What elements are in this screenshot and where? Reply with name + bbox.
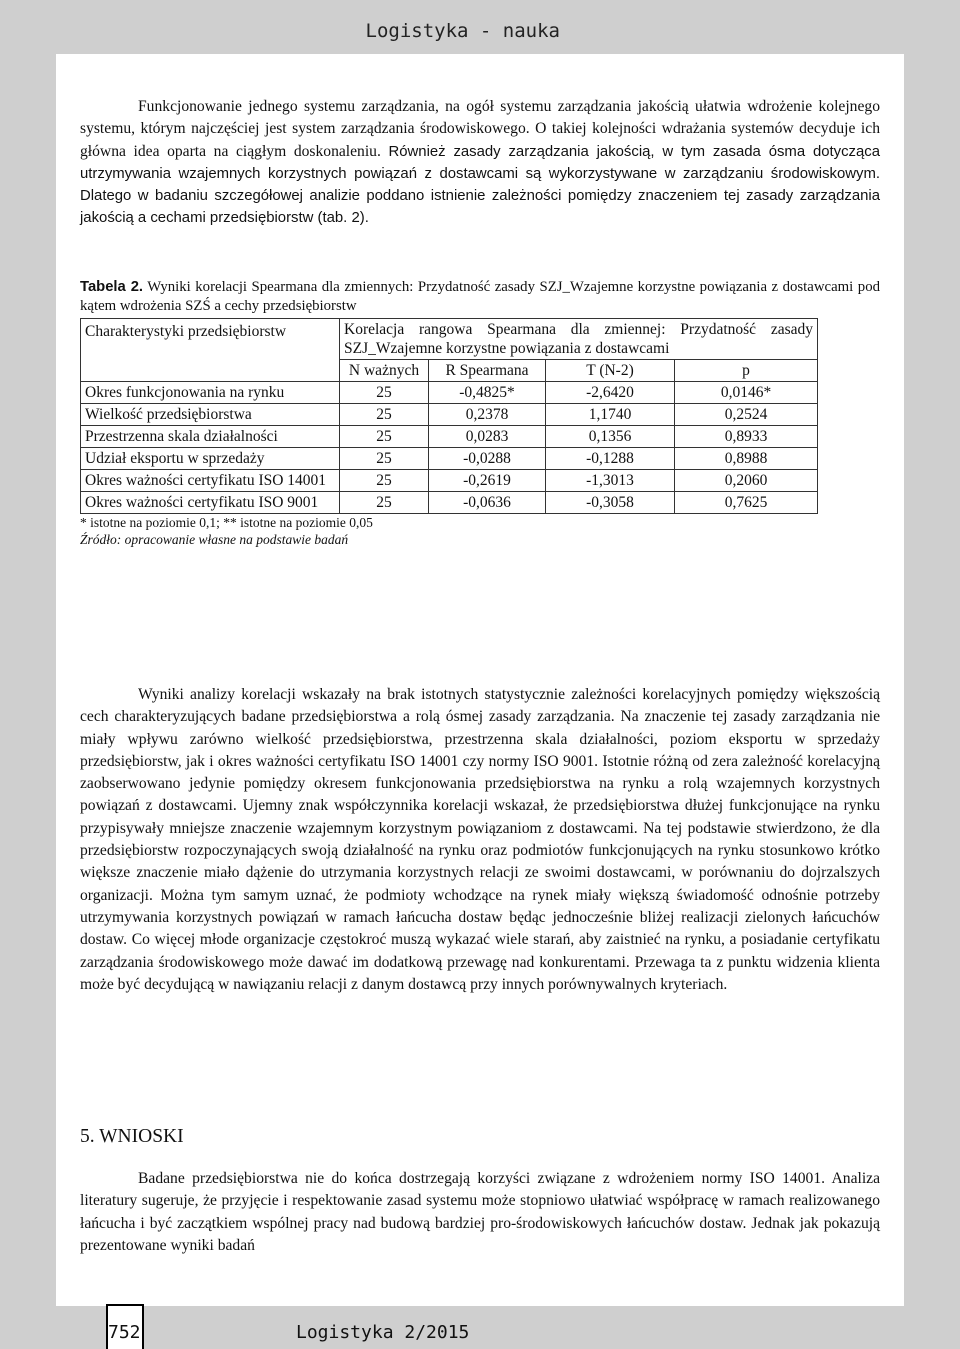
results-paragraph — [80, 684, 880, 996]
cell-n: 25 — [340, 492, 429, 514]
row-label: Okres funkcjonowania na rynku — [81, 382, 340, 404]
cell-t: 0,1356 — [546, 426, 675, 448]
correlation-table — [80, 318, 818, 514]
running-header: Logistyka - nauka — [365, 20, 560, 42]
results-text: Wyniki analizy korelacji wskazały na brak istotnych statystycznie zależności korelacyjnych pomiędzy większością cech charakteryzujących badane przedsiębiorstwa a rolą ósmej zasady zarządzania. Na znaczenie tej zasady zarządzania nie miały wpływu zarówno wielkość przedsiębiorstwa, przestrzenna skala działalności, poziom eksportu w sprzedaży przedsiębiorstw, jak i okres ważności certyfikatu ISO 14001 czy normy ISO 9001. Istotnie różną od zera zależność korelacyjną zaobserwowano jedynie pomiędzy okresem funkcjonowania przedsiębiorstwa na rynku a rolą wzajemnych korzystnych powiązań z dostawcami. Ujemny znak współczynnika korelacji wskazał, że przedsiębiorstwa dłużej funkcjonujące na rynku przypisywały mniejsze znaczenie wzajemnym korzystnym powiązaniom z dostawcami. Na tej podstawie stwierdzono, że dla przedsiębiorstw rozpoczynających swoją działalność na rynku oraz podmiotów funkcjonujących na rynku stosunkowo krótko większe znaczenie miało dążenie do utrzymania korzystnych relacji ze swoimi dostawcami, w porównaniu do dojrzalszych organizacji. Można tym samym uznać, że podmioty wchodzące na rynek miały większą świadomość odnośnie potrzeby utrzymywania korzystnych powiązań w ramach łańcucha dostaw będąc jednocześnie bliżej realizacji zielonych łańcuchów dostaw. Co więcej młode organizacje częstokroć muszą wykazać wiele starań, aby zaistnieć na rynku, a posiadanie certyfikatu zarządzania środowiskowego może dawać im dodatkową przewagę nad konkurentami. Przewaga ta z punktu widzenia klienta może być decydującą w nawiązaniu relacji z danym dostawcą przy innych porównywalnych kryteriach. — [80, 686, 880, 993]
row-label: Wielkość przedsiębiorstwa — [81, 404, 340, 426]
cell-r: -0,4825* — [429, 382, 546, 404]
cell-t: -1,3013 — [546, 470, 675, 492]
cell-n: 25 — [340, 470, 429, 492]
table-row — [81, 426, 818, 448]
conclusions-text: Badane przedsiębiorstwa nie do końca dostrzegają korzyści związane z wdrożeniem normy ISO 14001. Analiza literatury sugeruje, że przyjęcie i respektowanie zasad systemu może stopniowo ułatwiać współpracę w ramach realizowanego łańcucha i być zaczątkiem wspólnej pracy nad budową bardziej pro-środowiskowych łańcuchów dostaw. Jednak jak pokazują prezentowane wyniki badań — [80, 1170, 880, 1254]
conclusions-paragraph — [80, 1168, 880, 1257]
page-sheet — [56, 54, 904, 1306]
cell-p: 0,2060 — [675, 470, 818, 492]
section-wnioski — [80, 1126, 880, 1148]
row-label: Przestrzenna skala działalności — [81, 426, 340, 448]
row-label: Okres ważności certyfikatu ISO 14001 — [81, 470, 340, 492]
cell-p: 0,8988 — [675, 448, 818, 470]
row-label: Udział eksportu w sprzedaży — [81, 448, 340, 470]
section-heading: 5. WNIOSKI — [80, 1126, 184, 1147]
cell-n: 25 — [340, 404, 429, 426]
cell-n: 25 — [340, 382, 429, 404]
intro-serif-text: Funkcjonowanie jednego systemu zarządzania, na ogół systemu zarządzania jakością ułatwia wdrożenie kolejnego systemu, którym najczęściej jest system zarządzania środowiskowego. O takiej kolejności wdrażania systemów decyduje ich główna idea oparta na ciągłym doskonaleniu. — [80, 98, 880, 160]
table-label: Tabela 2. — [80, 279, 144, 295]
cell-t: -0,1288 — [546, 448, 675, 470]
cell-n: 25 — [340, 426, 429, 448]
cell-t: -0,3058 — [546, 492, 675, 514]
cell-p: 0,8933 — [675, 426, 818, 448]
table-row — [81, 404, 818, 426]
intro-sans-text: Również zasady zarządzania jakością, w tym zasada ósma dotycząca utrzymywania wzajemnych korzystnych powiązań z dostawcami są wykorzystywane w zarządzaniu środowiskowym. Dlatego w badaniu szczegółowej analizie poddano istnienie zależności pomiędzy znaczeniem tej zasady zarządzania jakością a cechami przedsiębiorstw (tab. 2). — [80, 143, 880, 227]
table-row — [81, 382, 818, 404]
table-row — [81, 470, 818, 492]
table-caption — [80, 278, 880, 315]
footer-bar — [56, 1306, 904, 1347]
group-header-cell: Korelacja rangowa Spearmana dla zmiennej: Przydatność zasady SZJ_Wzajemne korzystne powiązania z dostawcami — [340, 319, 818, 360]
col-p: p — [675, 360, 818, 382]
cell-t: -2,6420 — [546, 382, 675, 404]
intro-paragraph — [80, 96, 880, 230]
cell-r: 0,2378 — [429, 404, 546, 426]
page-number: 752 — [108, 1322, 141, 1343]
cell-p: 0,0146* — [675, 382, 818, 404]
col-t: T (N-2) — [546, 360, 675, 382]
col-r: R Spearmana — [429, 360, 546, 382]
cell-p: 0,7625 — [675, 492, 818, 514]
cell-r: -0,0288 — [429, 448, 546, 470]
correlation-table-wrapper — [80, 318, 880, 548]
table-row — [81, 492, 818, 514]
table-row — [81, 448, 818, 470]
cell-r: -0,2619 — [429, 470, 546, 492]
table-note: * istotne na poziomie 0,1; ** istotne na poziomie 0,05 — [80, 515, 373, 530]
cell-n: 25 — [340, 448, 429, 470]
table-caption-text: Wyniki korelacji Spearmana dla zmiennych: Przydatność zasady SZJ_Wzajemne korzystne powiązania z dostawcami pod kątem wdrożenia SZŚ a cechy przedsiębiorstw — [80, 279, 880, 314]
cell-r: -0,0636 — [429, 492, 546, 514]
cell-t: 1,1740 — [546, 404, 675, 426]
cell-r: 0,0283 — [429, 426, 546, 448]
journal-issue: Logistyka 2/2015 — [296, 1322, 470, 1343]
col-n: N ważnych — [340, 360, 429, 382]
cell-p: 0,2524 — [675, 404, 818, 426]
row-header-cell: Charakterystyki przedsiębiorstw — [81, 319, 340, 382]
table-source: Źródło: opracowanie własne na podstawie badań — [80, 532, 349, 547]
row-label: Okres ważności certyfikatu ISO 9001 — [81, 492, 340, 514]
